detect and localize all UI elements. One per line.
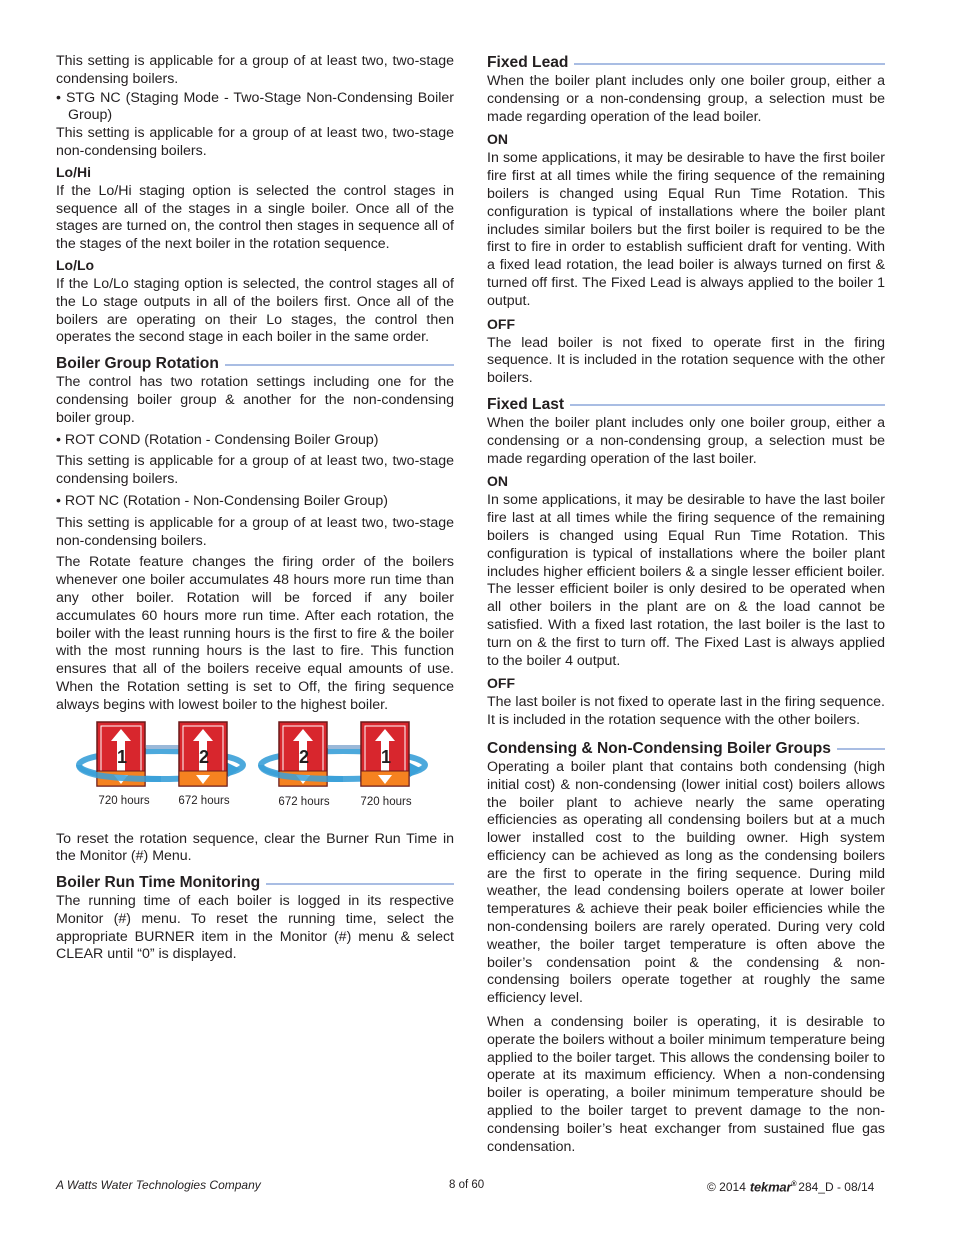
bullet-stg-nc: • STG NC (Staging Mode - Two-Stage Non-Condensing Boiler Group): [56, 89, 454, 124]
paragraph: When the boiler plant includes only one boiler group, either a condensing or a non-condensing group, a selection must be made regarding operation of the lead boiler.: [487, 73, 885, 125]
paragraph: This setting is applicable for a group of at least two, two-stage condensing boilers.: [56, 53, 454, 87]
boiler-number: 2: [198, 746, 210, 767]
rotation-diagram: [56, 721, 454, 825]
paragraph: In some applications, it may be desirable to have the last boiler fire last at all times while the firing sequence of the remaining boilers is changed using Equal Run Time Rotation. This configuration is typical of installations where the boiler plant includes higher efficient boilers & a single lesser efficient boiler. The lesser efficient boiler is only desired to be operated when all other boilers in the plant are on & the load cannot be satisfied. With a fixed last rotation, the last boiler is the last to turn on & the first to turn off. The Fixed Last is always applied to the boiler 4 output.: [487, 492, 885, 669]
boiler-number: 1: [380, 746, 392, 767]
registered-mark: ®: [791, 1181, 797, 1188]
heading-rule: [266, 883, 454, 885]
paragraph: In some applications, it may be desirable to have the first boiler fire first at all times while the firing sequence of the remaining boilers is changed using Equal Run Time Rotation. This configuration is typical of installations where the boiler plant includes similar boilers but the first boiler is required to be the first to fire in order to establish sufficient draft for venting. With a fixed lead rotation, the lead boiler is always turned on first & turned off first. The Fixed Lead is always applied to the boiler 1 output.: [487, 150, 885, 309]
heading-rule: [837, 748, 885, 750]
paragraph: If the Lo/Lo staging option is selected, the control stages all of the Lo stage outputs in all of the boilers first. Once all of the boilers are operating on their Lo stages, the control then operates the second stage in each boiler in the same order.: [56, 275, 454, 346]
connector: [146, 745, 182, 749]
paragraph: When the boiler plant includes only one boiler group, either a condensing or a non-condensing group, a selection must be made regarding operation of the last boiler.: [487, 414, 885, 467]
heading-text: Condensing & Non-Condensing Boiler Groups: [487, 739, 831, 757]
subheading-lead-off: OFF: [487, 315, 515, 332]
subheading-lohi: Lo/Hi: [56, 163, 91, 180]
heading-boiler-group-rotation: [56, 354, 454, 373]
document-code: 284_D - 08/14: [798, 1180, 875, 1195]
heading-text: Boiler Run Time Monitoring: [56, 874, 261, 892]
left-column: [56, 53, 454, 964]
heading-condensing-groups: [487, 739, 885, 758]
paragraph: Operating a boiler plant that contains both condensing (high initial cost) & non-condensing (lower initial cost) boilers allows the boiler plant to achieve nearly the same operating efficiencies as operating all condensing boilers but at a much lower installed cost to the building owner. High system efficiency can be achieved as long as the condensing boilers are the first to operate in the firing sequence. During mild weather, the lead condensing boilers operate at lower boiler temperatures & achieve their peak boiler efficiencies while the non-condensing boilers are rarely operated. During very cold weather, the boiler target temperature is often above the boiler’s condensation point & the condensing & non-condensing boilers operate together at roughly the same efficiency level.: [487, 758, 885, 1007]
paragraph: The lead boiler is not fixed to operate first in the firing sequence. It is included in the rotation sequence with the other boilers.: [487, 334, 885, 387]
rotation-figure: [56, 721, 454, 825]
subheading-last-on: ON: [487, 473, 508, 490]
connector: [328, 745, 364, 749]
subheading-lolo: Lo/Lo: [56, 256, 95, 273]
paragraph: The Rotate feature changes the firing order of the boilers whenever one boiler accumulates 48 hours more run time than any other boiler. Rotation will be forced if any boiler accumulates 60 hours more run time. After each rotation, the boiler with the least running hours is the first to fire & the boiler with the most running hours is the last to fire. This function ensures that all of the boilers receive equal amounts of use. When the Rotation setting is set to Off, the firing sequence always begins with lowest boiler to the highest boiler.: [56, 554, 454, 713]
paragraph: The control has two rotation settings including one for the condensing boiler group & another for the non-condensing boiler group.: [56, 374, 454, 426]
paragraph: To reset the rotation sequence, clear the Burner Run Time in the Monitor (#) Menu.: [56, 830, 454, 865]
hours-label: 720 hours: [98, 794, 150, 807]
heading-text: Boiler Group Rotation: [56, 355, 219, 373]
brand-name: tekmar: [749, 1179, 792, 1195]
subheading-last-off: OFF: [487, 675, 515, 692]
footer-doc-info: [707, 1178, 874, 1194]
copyright: © 2014: [707, 1180, 746, 1195]
bullet-rot-nc: • ROT NC (Rotation - Non-Condensing Boiler Group): [56, 492, 388, 509]
boiler-number: 2: [298, 746, 310, 767]
paragraph: When a condensing boiler is operating, it is desirable to operate the boilers without a boiler minimum temperature being applied to the boiler target. This allows the condensing boiler to operate at its maximum efficiency. When a non-condensing boiler is operating, a boiler minimum temperature should be applied to the boiler target to prevent damage to the non-condensing boiler’s heat exchanger from sustained flue gas condensation.: [487, 1014, 885, 1155]
heading-text: Fixed Lead: [487, 54, 569, 71]
bullet-rot-cond: • ROT COND (Rotation - Condensing Boiler Group): [56, 431, 379, 448]
boiler-number: 1: [116, 746, 128, 767]
page-number: 8 of 60: [449, 1179, 485, 1191]
heading-text: Fixed Last: [487, 395, 565, 413]
paragraph: This setting is applicable for a group of at least two, two-stage non-condensing boilers.: [56, 125, 454, 159]
hours-label: 720 hours: [360, 795, 412, 808]
heading-rule: [570, 404, 885, 406]
heading-rule: [225, 364, 454, 366]
paragraph: The last boiler is not fixed to operate last in the firing sequence. It is included in the rotation sequence with the other boilers.: [487, 694, 885, 729]
footer-company: A Watts Water Technologies Company: [56, 1178, 261, 1192]
paragraph: This setting is applicable for a group of at least two, two-stage non-condensing boilers.: [56, 514, 454, 549]
right-column: [487, 53, 885, 1156]
hours-label: 672 hours: [278, 795, 330, 808]
hours-label: 672 hours: [178, 794, 230, 807]
heading-boiler-run-time-monitoring: [56, 873, 454, 892]
heading-fixed-last: [487, 395, 885, 414]
brand-logo: [750, 1178, 796, 1194]
paragraph: If the Lo/Hi staging option is selected the control stages in sequence all of the stages in a single boiler. Once all of the stages are turned on, the control then stages in sequence all of the stages of the next boiler in the rotation sequence.: [56, 182, 454, 253]
heading-fixed-lead: [487, 53, 885, 72]
heading-rule: [574, 63, 885, 65]
paragraph: The running time of each boiler is logged in its respective Monitor (#) menu. To reset the running time, select the appropriate BURNER item in the Monitor (#) menu & select CLEAR until “0” is displayed.: [56, 893, 454, 963]
paragraph: This setting is applicable for a group of at least two, two-stage condensing boilers.: [56, 453, 454, 488]
subheading-lead-on: ON: [487, 131, 508, 148]
